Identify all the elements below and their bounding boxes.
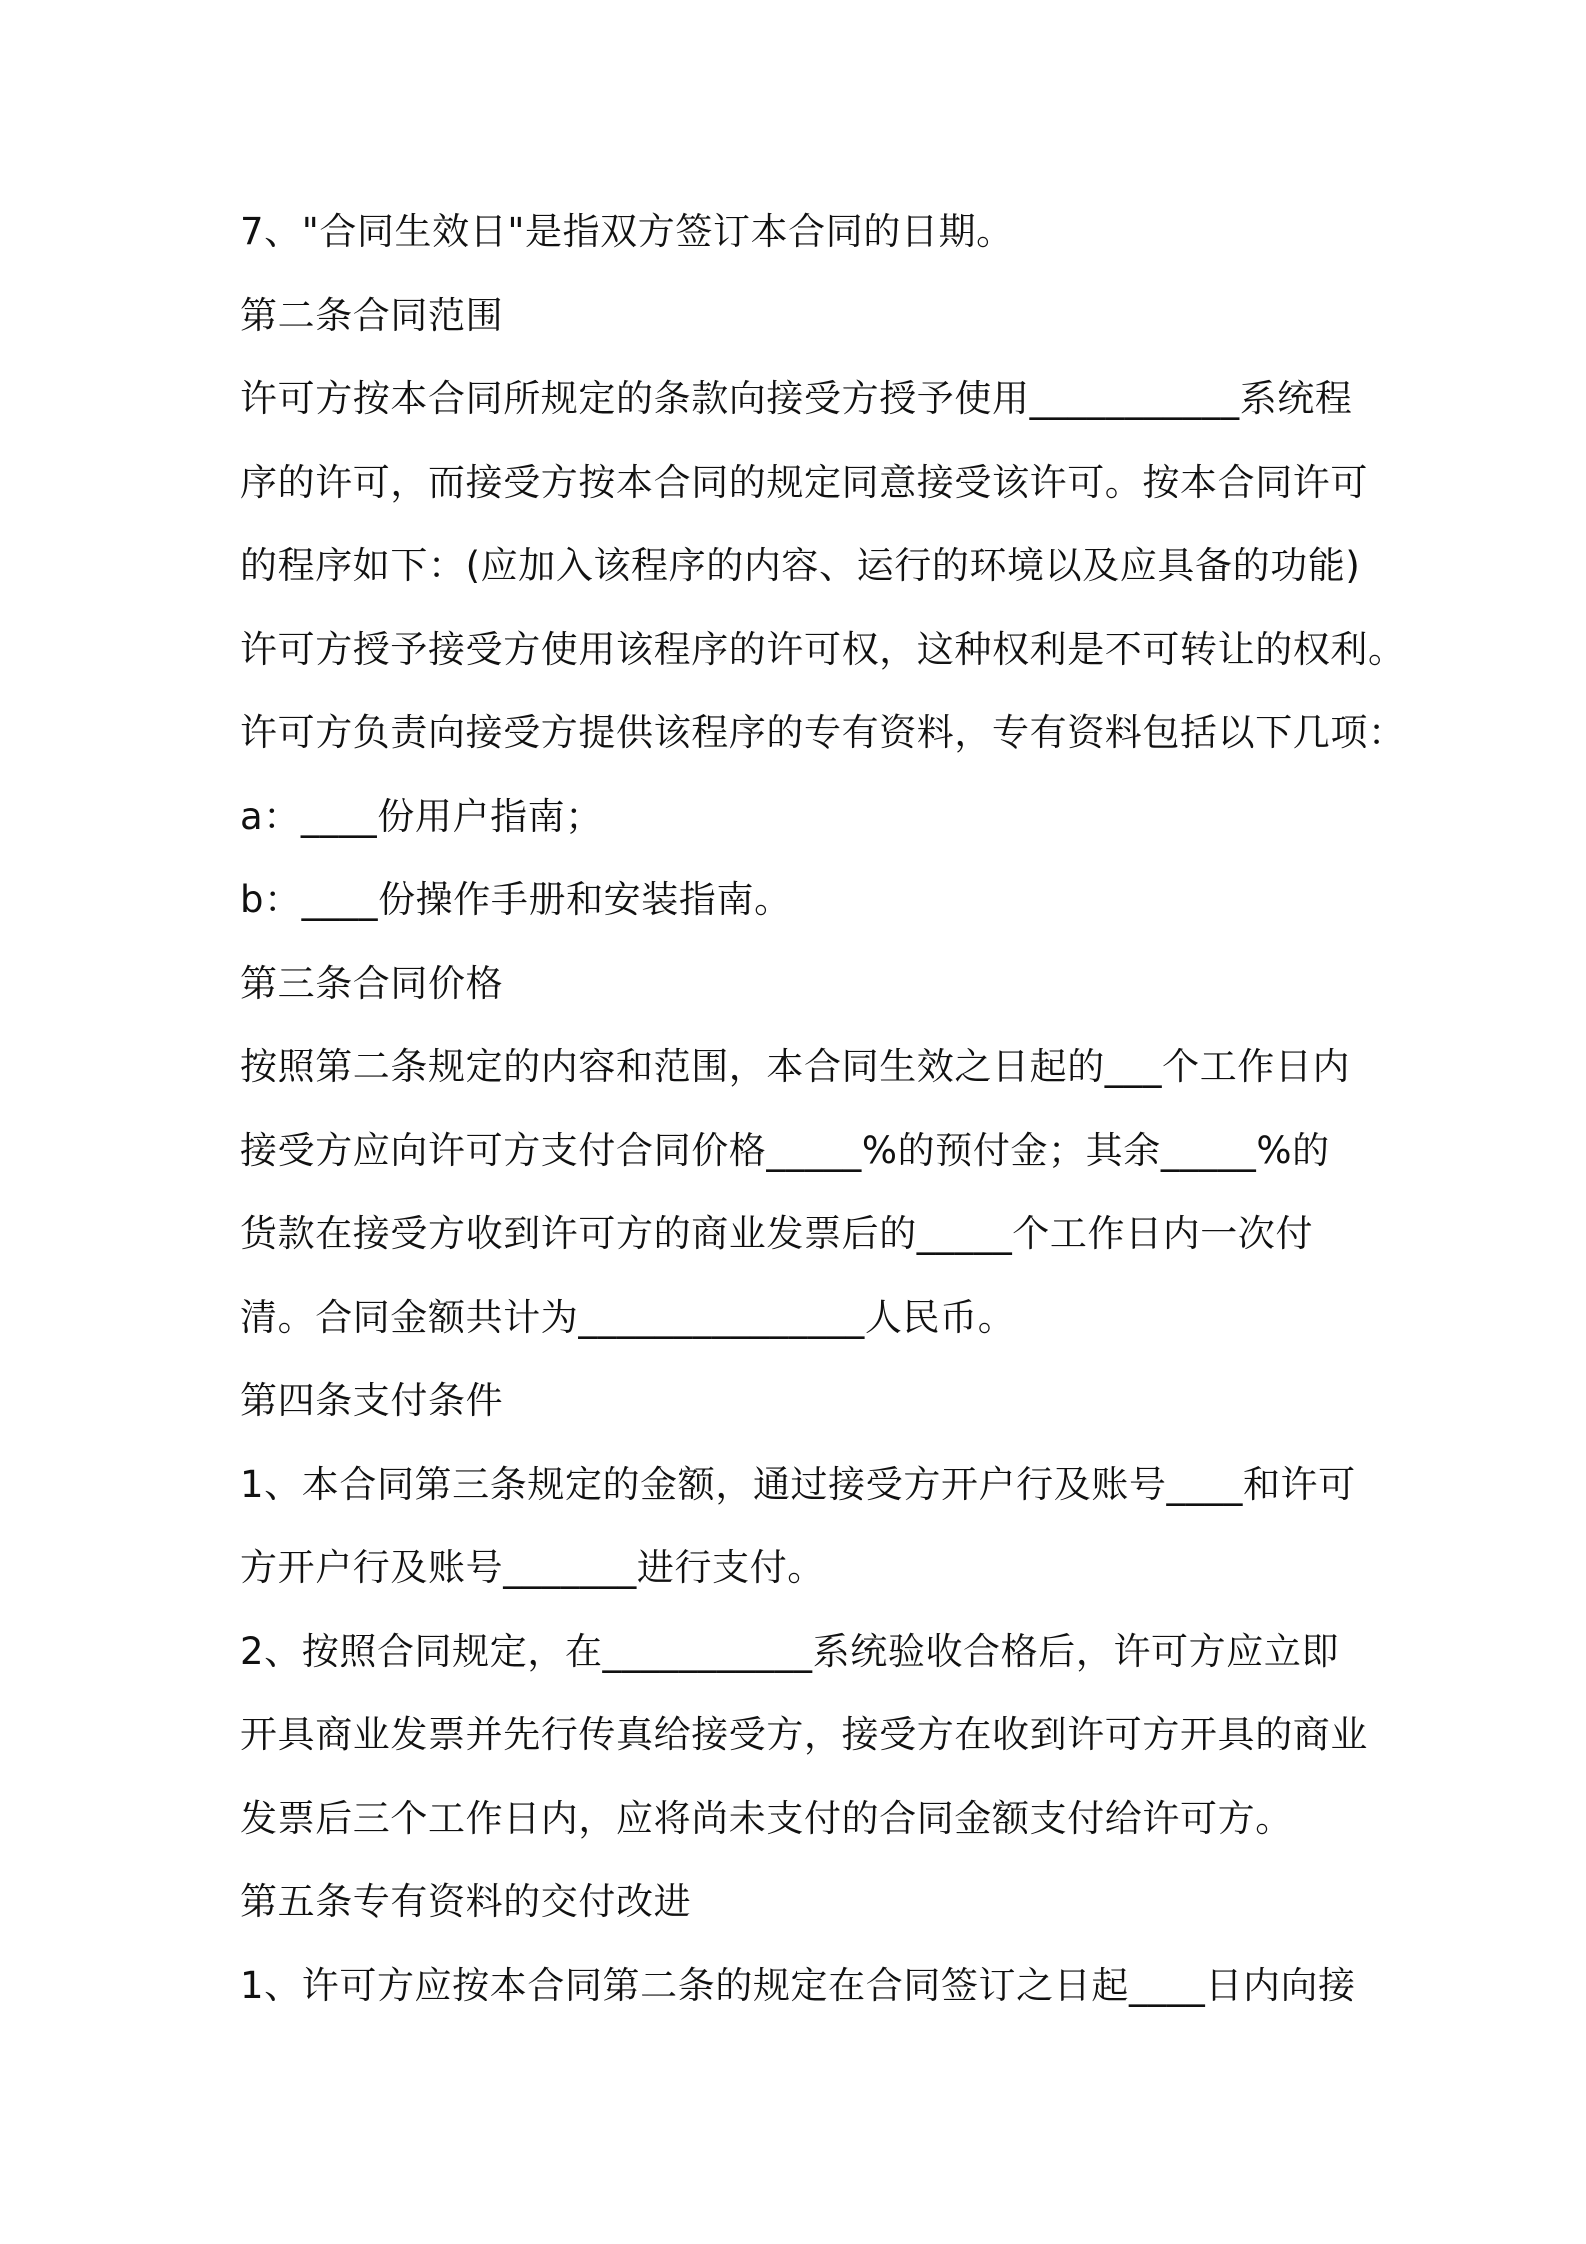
list-item-a: a：____份用户指南； [240,794,603,838]
paragraph-line: 1、许可方应按本合同第二条的规定在合同签订之日起____日内向接 [240,1963,1356,2007]
paragraph-line: 清。合同金额共计为_______________人民币。 [240,1295,1016,1339]
paragraph-line: 按照第二条规定的内容和范围，本合同生效之日起的___个工作日内 [240,1045,1351,1088]
paragraph-line: 接受方应向许可方支付合同价格_____%的预付金；其余_____%的 [240,1128,1330,1172]
heading-article-5-delivery: 第五条专有资料的交付改进 [240,1880,692,1923]
heading-article-4-payment: 第四条支付条件 [240,1379,504,1422]
paragraph-line: 发票后三个工作日内，应将尚未支付的合同金额支付给许可方。 [240,1796,1293,1840]
heading-article-3-price: 第三条合同价格 [240,961,504,1005]
paragraph-line: 许可方负责向接受方提供该程序的专有资料，专有资料包括以下几项： [240,711,1406,754]
paragraph-line: 货款在接受方收到许可方的商业发票后的_____个工作日内一次付 [240,1212,1314,1255]
paragraph-line: 开具商业发票并先行传真给接受方，接受方在收到许可方开具的商业 [240,1713,1368,1756]
paragraph-line: 许可方授予接受方使用该程序的许可权，这种权利是不可转让的权利。 [240,627,1406,671]
clause-7-effective-date: 7、"合同生效日"是指双方签订本合同的日期。 [240,210,1014,253]
list-item-b: b：____份操作手册和安装指南。 [240,878,792,921]
paragraph-line: 许可方按本合同所规定的条款向接受方授予使用___________系统程 [240,377,1353,420]
paragraph-line: 的程序如下：(应加入该程序的内容、运行的环境以及应具备的功能) [240,544,1361,587]
contract-text [240,190,1406,2027]
paragraph-line: 2、按照合同规定，在___________系统验收合格后，许可方应立即 [240,1629,1340,1673]
heading-article-2-scope: 第二条合同范围 [240,293,504,337]
paragraph-line: 序的许可，而接受方按本合同的规定同意接受该许可。按本合同许可 [240,460,1368,504]
paragraph-line: 方开户行及账号_______进行支付。 [240,1546,825,1589]
paragraph-line: 1、本合同第三条规定的金额，通过接受方开户行及账号____和许可 [240,1462,1356,1506]
